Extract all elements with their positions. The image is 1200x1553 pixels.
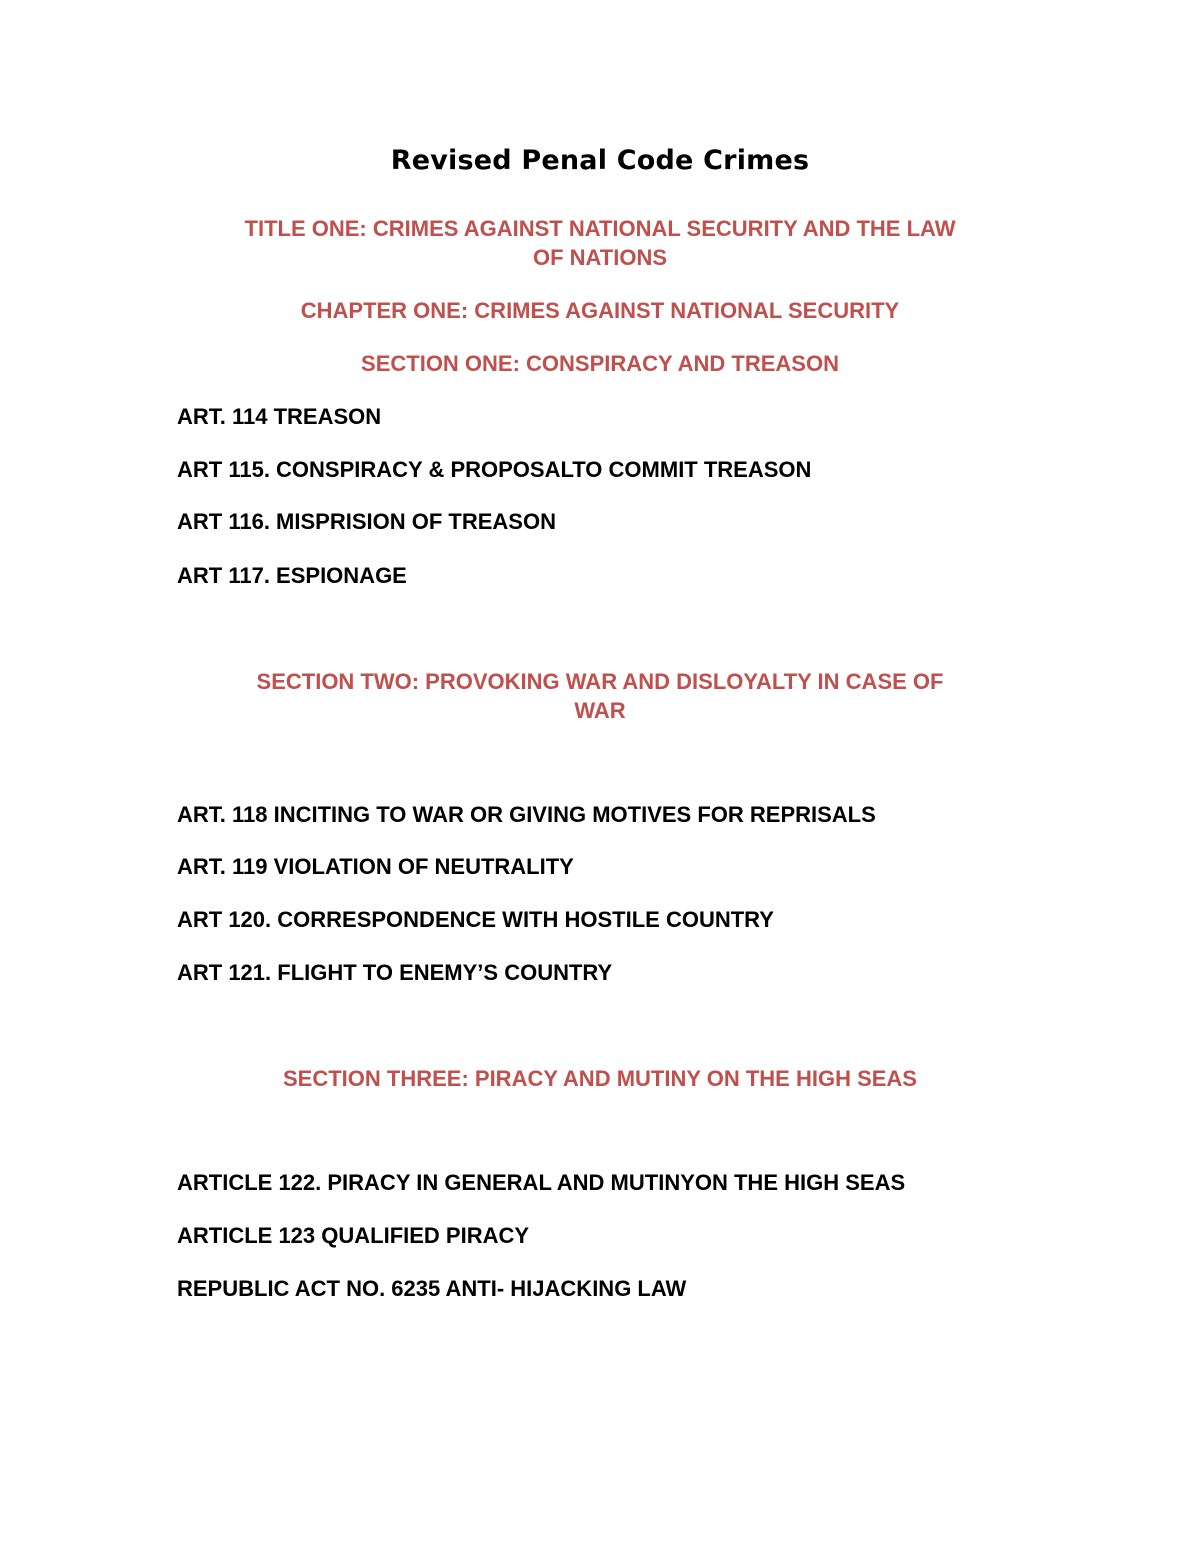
title-one-heading-line2: OF NATIONS [532, 245, 668, 270]
chapter-one-heading: CHAPTER ONE: CRIMES AGAINST NATIONAL SECURITY [300, 298, 900, 323]
article-114: ART. 114 TREASON [177, 404, 382, 429]
article-123: ARTICLE 123 QUALIFIED PIRACY [177, 1223, 530, 1248]
article-116: ART 116. MISPRISION OF TREASON [177, 509, 556, 534]
article-119: ART. 119 VIOLATION OF NEUTRALITY [177, 854, 574, 879]
section-two-heading-line1: SECTION TWO: PROVOKING WAR AND DISLOYALTY IN CASE OF [256, 669, 944, 694]
republic-act-6235: REPUBLIC ACT NO. 6235 ANTI- HIJACKING LAW [177, 1276, 687, 1301]
article-122: ARTICLE 122. PIRACY IN GENERAL AND MUTINYON THE HIGH SEAS [177, 1170, 906, 1195]
title-one-heading-line1: TITLE ONE: CRIMES AGAINST NATIONAL SECURITY AND THE LAW [244, 216, 956, 241]
section-one-heading: SECTION ONE: CONSPIRACY AND TREASON [361, 351, 839, 376]
section-two-heading-line2: WAR [574, 698, 626, 723]
article-118: ART. 118 INCITING TO WAR OR GIVING MOTIVES FOR REPRISALS [177, 802, 876, 827]
document-title: Revised Penal Code Crimes [390, 145, 810, 176]
article-117: ART 117. ESPIONAGE [177, 563, 407, 588]
section-three-heading: SECTION THREE: PIRACY AND MUTINY ON THE HIGH SEAS [283, 1066, 917, 1091]
article-121: ART 121. FLIGHT TO ENEMY’S COUNTRY [177, 960, 613, 985]
article-115: ART 115. CONSPIRACY & PROPOSALTO COMMIT TREASON [177, 457, 812, 482]
article-120: ART 120. CORRESPONDENCE WITH HOSTILE COUNTRY [177, 907, 774, 932]
